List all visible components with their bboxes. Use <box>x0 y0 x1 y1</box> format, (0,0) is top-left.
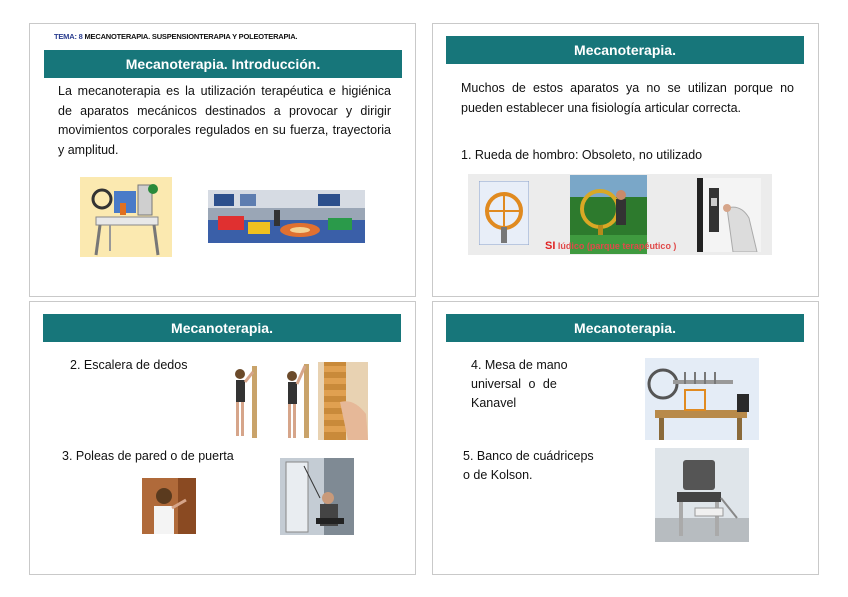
item-banco-cuadriceps-line1: 5. Banco de cuádriceps <box>463 449 594 463</box>
item-mesa-mano-line3: Kanavel <box>471 396 517 410</box>
slide-body: Muchos de estos aparatos ya no se utilizan porque no pueden establecer una fisiología articular correcta. <box>461 81 794 115</box>
item-escalera-dedos: 2. Escalera de dedos <box>70 358 188 372</box>
slide-title: Mecanoterapia. <box>446 36 804 64</box>
quadriceps-bench-image <box>655 448 749 542</box>
tema-text: MECANOTERAPIA. SUSPENSIONTERAPIA Y POLEOTERAPIA. <box>84 32 298 41</box>
item-mesa-mano-line2: universal o de <box>471 377 557 391</box>
item-banco-cuadriceps-line2: o de Kolson. <box>463 468 533 482</box>
tema-header <box>54 32 297 41</box>
item-poleas-pared: 3. Poleas de pared o de puerta <box>62 449 234 463</box>
finger-ladder-closeup-image <box>318 362 368 440</box>
slide-title: Mecanoterapia. Introducción. <box>44 50 402 78</box>
slide-body: La mecanoterapia es la utilización terapéutica e higiénica de aparatos mecánicos destinados a provocar y dirigir movimientos corporales regulados en su fuerza, trayectoria y amplitud. <box>58 84 391 157</box>
caption-ludico: lúdico (parque terapéutico ) <box>557 241 677 251</box>
therapy-gym-image <box>208 190 365 243</box>
tema-label: TEMA: 8 <box>54 32 83 41</box>
finger-ladder-person-image-1 <box>230 364 260 440</box>
slide-kanavel-kolson <box>432 301 819 575</box>
item-mesa-mano-line1: 4. Mesa de mano <box>471 358 568 372</box>
door-pulley-image <box>280 458 354 535</box>
slide-escalera-poleas <box>29 301 416 575</box>
slide-title: Mecanoterapia. <box>446 314 804 342</box>
shoulder-wheel-image <box>479 181 529 245</box>
wall-device-image <box>697 178 761 252</box>
kanavel-table-image <box>645 358 759 440</box>
park-caption <box>545 240 676 252</box>
slide-title: Mecanoterapia. <box>43 314 401 342</box>
slide-introduccion <box>29 23 416 297</box>
wall-pulley-person-image <box>142 478 196 534</box>
item-rueda-hombro: 1. Rueda de hombro: Obsoleto, no utilizado <box>461 148 703 162</box>
caption-si: SI <box>545 240 556 252</box>
mecanoterapia-table-image <box>80 177 172 257</box>
slide-mecanoterapia-aparatos <box>432 23 819 297</box>
finger-ladder-person-image-2 <box>282 362 312 440</box>
